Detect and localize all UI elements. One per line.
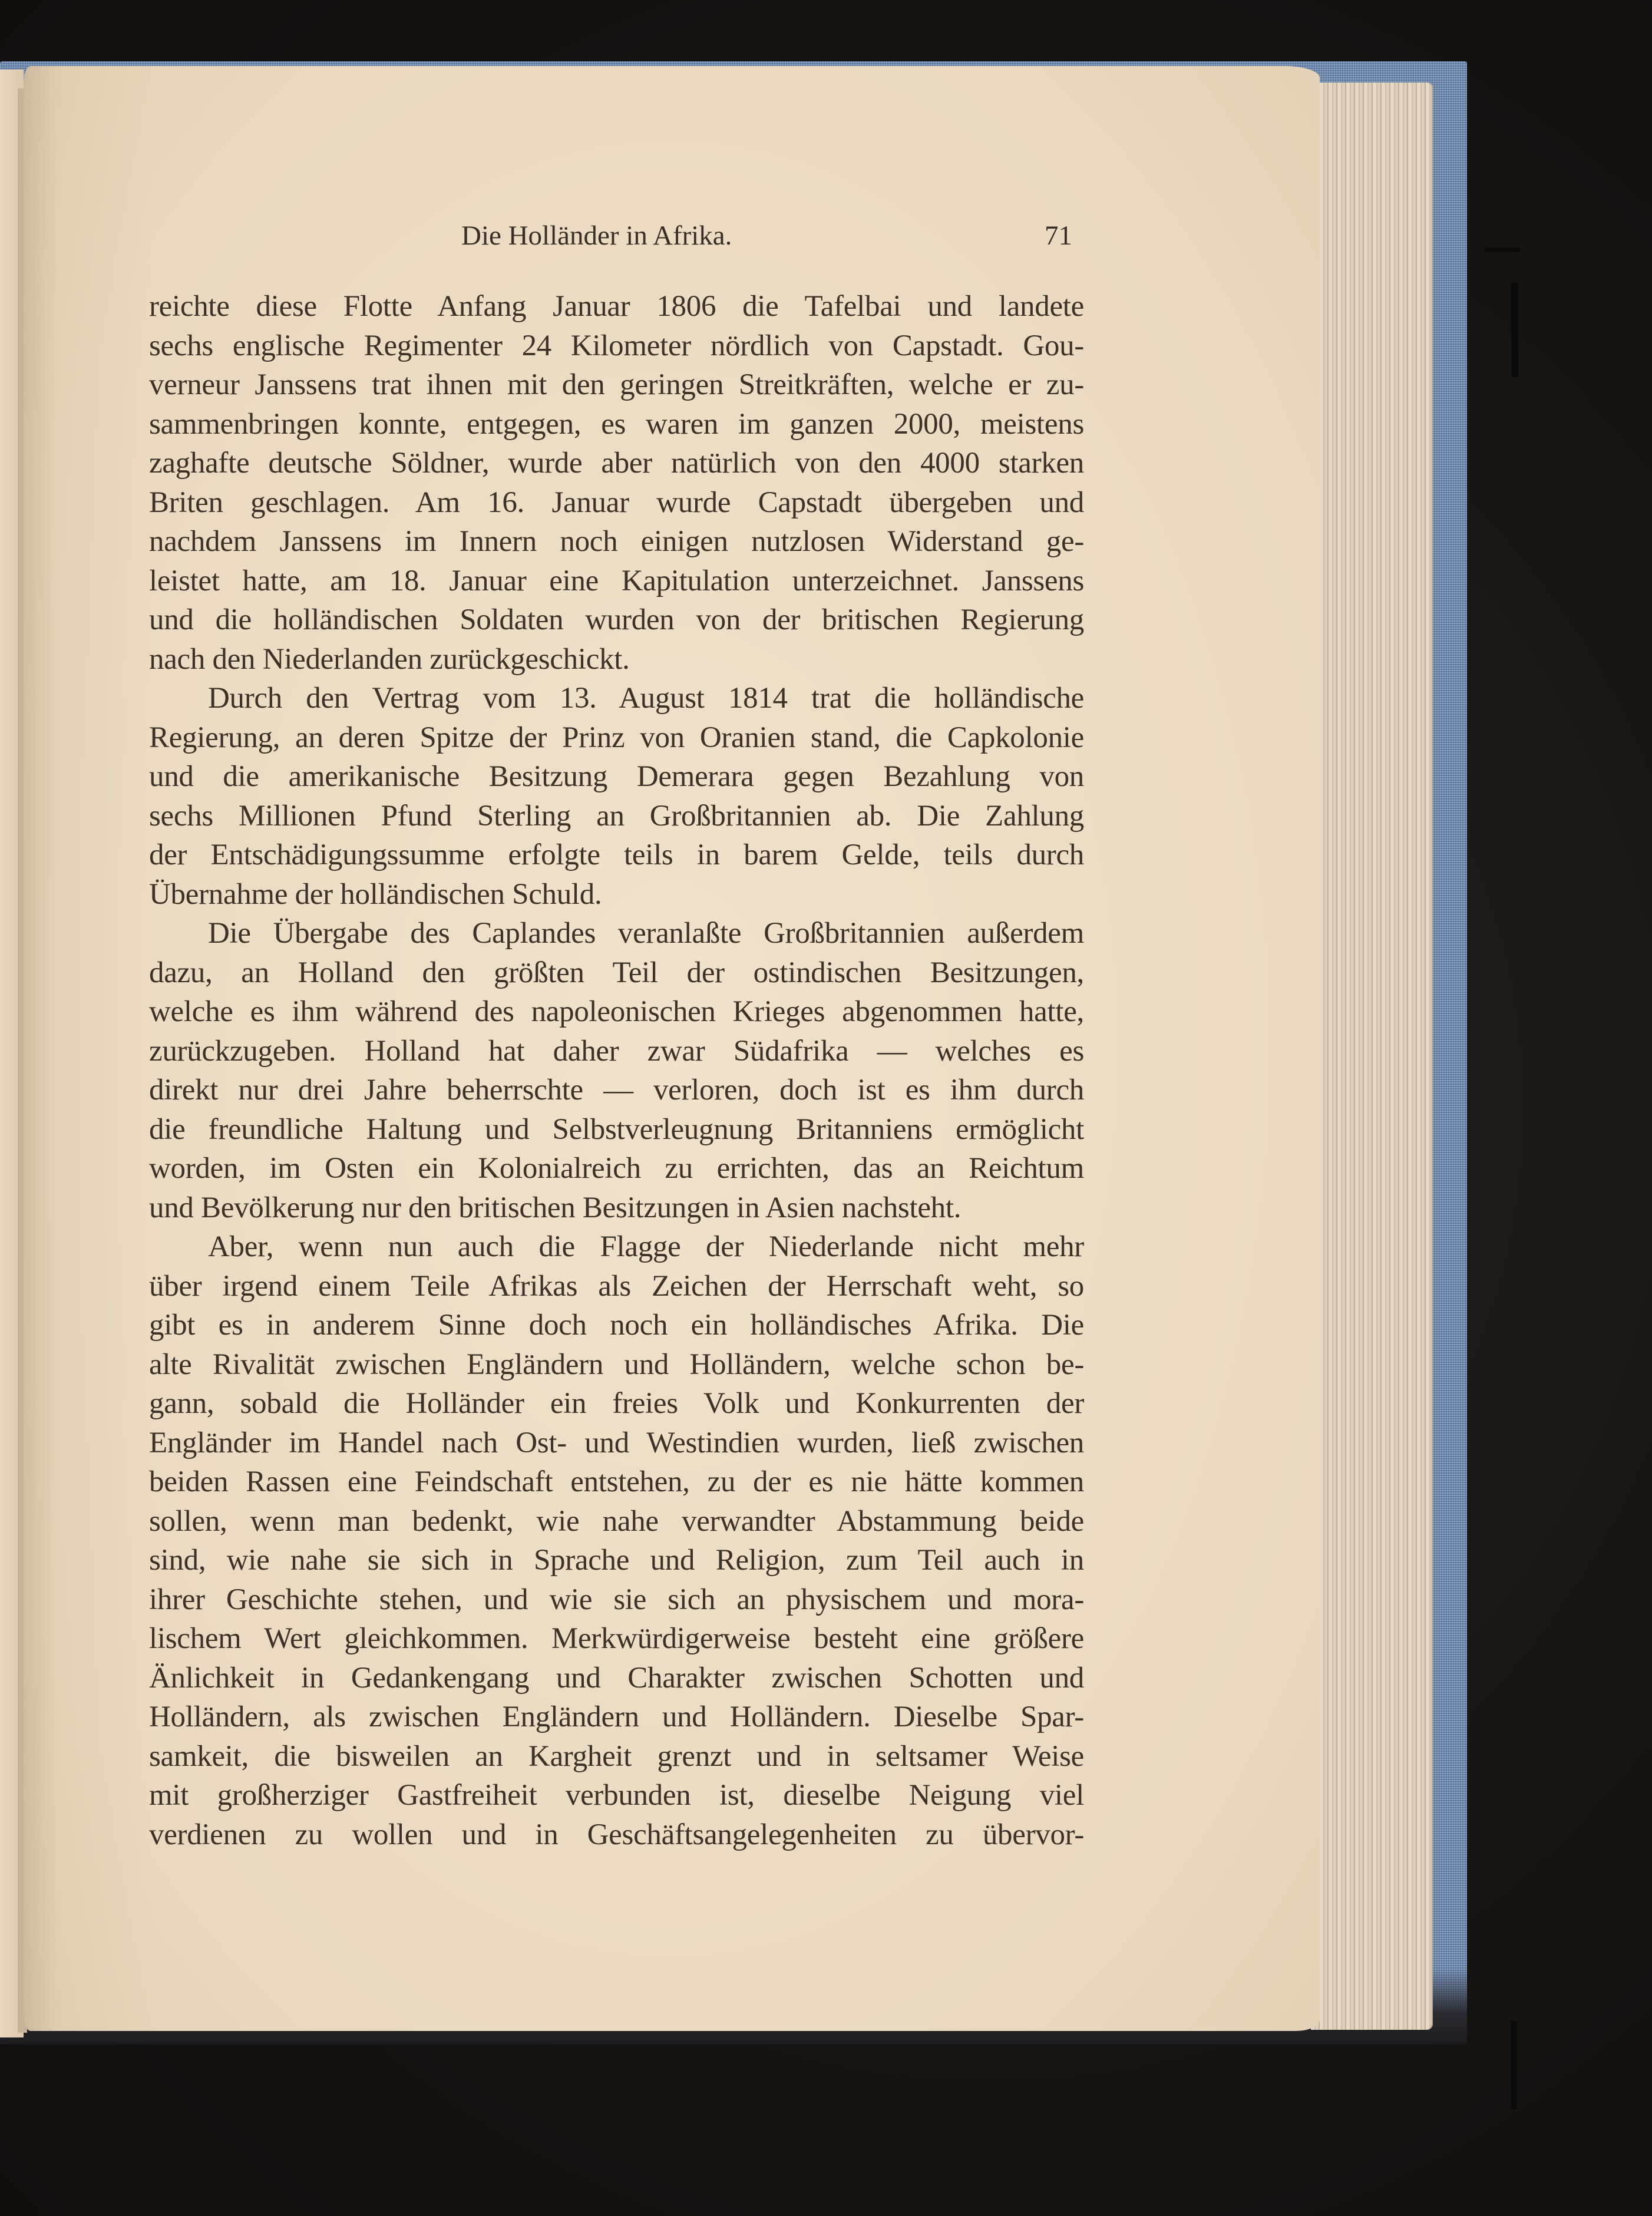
text-line: dazu, an Holland den größten Teil der ostindischen Besitzungen, bbox=[149, 956, 1084, 989]
text-line: Übernahme der holländischen Schuld. bbox=[149, 877, 602, 911]
text-line: Änlichkeit in Gedankengang und Charakter zwischen Schotten und bbox=[149, 1661, 1084, 1695]
text-line: zaghafte deutsche Söldner, wurde aber natürlich von den 4000 starken bbox=[149, 447, 1084, 480]
background-mark bbox=[1511, 2021, 1517, 2109]
text-line: Engländer im Handel nach Ost- und Westindien wurden, ließ zwischen bbox=[149, 1426, 1084, 1459]
text-line: mit großherziger Gastfreiheit verbunden ist, dieselbe Neigung viel bbox=[149, 1779, 1084, 1812]
body-text bbox=[149, 287, 1084, 1854]
text-line: Holländern, als zwischen Engländern und Holländern. Dieselbe Spar- bbox=[149, 1700, 1084, 1733]
running-head-title: Die Holländer in Afrika. bbox=[461, 220, 732, 251]
text-line: sammenbringen konnte, entgegen, es waren im ganzen 2000, meistens bbox=[149, 407, 1084, 441]
text-line: ihrer Geschichte stehen, und wie sie sich an physischem und mora- bbox=[149, 1583, 1084, 1616]
text-line: beiden Rassen eine Feindschaft entstehen, zu der es nie hätte kommen bbox=[149, 1465, 1084, 1498]
text-line: samkeit, die bisweilen an Kargheit grenzt und in seltsamer Weise bbox=[149, 1739, 1084, 1773]
paragraph bbox=[149, 914, 1084, 1227]
text-line: sind, wie nahe sie sich in Sprache und Religion, zum Teil auch in bbox=[149, 1544, 1084, 1577]
text-line: leistet hatte, am 18. Januar eine Kapitulation unterzeichnet. Janssens bbox=[149, 564, 1084, 597]
text-line: verneur Janssens trat ihnen mit den geringen Streitkräften, welche er zu- bbox=[149, 368, 1084, 401]
paragraph bbox=[149, 1227, 1084, 1854]
background-mark bbox=[1485, 247, 1520, 252]
text-line: Durch den Vertrag vom 13. August 1814 trat die holländische bbox=[208, 682, 1084, 715]
text-line: gann, sobald die Holländer ein freies Volk und Konkurrenten der bbox=[149, 1387, 1084, 1420]
text-line: und die amerikanische Besitzung Demerara gegen Bezahlung von bbox=[149, 760, 1084, 793]
text-line: nach den Niederlanden zurückgeschickt. bbox=[149, 642, 630, 676]
text-line: und Bevölkerung nur den britischen Besitzungen in Asien nachsteht. bbox=[149, 1191, 962, 1224]
text-line: Die Übergabe des Caplandes veranlaßte Großbritannien außerdem bbox=[208, 917, 1084, 950]
page-number: 71 bbox=[1045, 220, 1072, 251]
page-edges-stack bbox=[1311, 82, 1432, 2030]
text-line: Aber, wenn nun auch die Flagge der Niederlande nicht mehr bbox=[208, 1230, 1084, 1263]
text-line: verdienen zu wollen und in Geschäftsangelegenheiten zu übervor- bbox=[149, 1818, 1084, 1851]
text-line: über irgend einem Teile Afrikas als Zeichen der Herrschaft weht, so bbox=[149, 1269, 1084, 1303]
text-line: worden, im Osten ein Kolonialreich zu errichten, das an Reichtum bbox=[149, 1152, 1084, 1185]
text-line: sechs Millionen Pfund Sterling an Großbritannien ab. Die Zahlung bbox=[149, 799, 1084, 833]
text-line: alte Rivalität zwischen Engländern und Holländern, welche schon be- bbox=[149, 1348, 1084, 1381]
text-line: gibt es in anderem Sinne doch noch ein holländisches Afrika. Die bbox=[149, 1309, 1084, 1342]
paragraph bbox=[149, 679, 1084, 914]
text-line: die freundliche Haltung und Selbstverleugnung Britanniens ermöglicht bbox=[149, 1112, 1084, 1146]
text-line: sechs englische Regimenter 24 Kilometer nördlich von Capstadt. Gou- bbox=[149, 329, 1084, 362]
text-line: Regierung, an deren Spitze der Prinz von Oranien stand, die Capkolonie bbox=[149, 721, 1084, 754]
background-mark bbox=[1511, 283, 1518, 377]
text-line: der Entschädigungssumme erfolgte teils in barem Gelde, teils durch bbox=[149, 838, 1084, 871]
text-line: und die holländischen Soldaten wurden von der britischen Regierung bbox=[149, 603, 1084, 636]
text-line: welche es ihm während des napoleonischen Krieges abgenommen hatte, bbox=[149, 995, 1084, 1028]
paragraph bbox=[149, 287, 1084, 679]
text-line: Briten geschlagen. Am 16. Januar wurde Capstadt übergeben und bbox=[149, 486, 1084, 519]
text-line: direkt nur drei Jahre beherrschte — verloren, doch ist es ihm durch bbox=[149, 1074, 1084, 1107]
text-line: lischem Wert gleichkommen. Merkwürdigerweise besteht eine größere bbox=[149, 1622, 1084, 1655]
text-line: sollen, wenn man bedenkt, wie nahe verwandter Abstammung beide bbox=[149, 1504, 1084, 1538]
text-line: zurückzugeben. Holland hat daher zwar Südafrika — welches es bbox=[149, 1034, 1084, 1068]
text-line: nachdem Janssens im Innern noch einigen nutzlosen Widerstand ge- bbox=[149, 525, 1084, 558]
text-line: reichte diese Flotte Anfang Januar 1806 die Tafelbai und landete bbox=[149, 290, 1084, 323]
running-head bbox=[439, 218, 1072, 253]
